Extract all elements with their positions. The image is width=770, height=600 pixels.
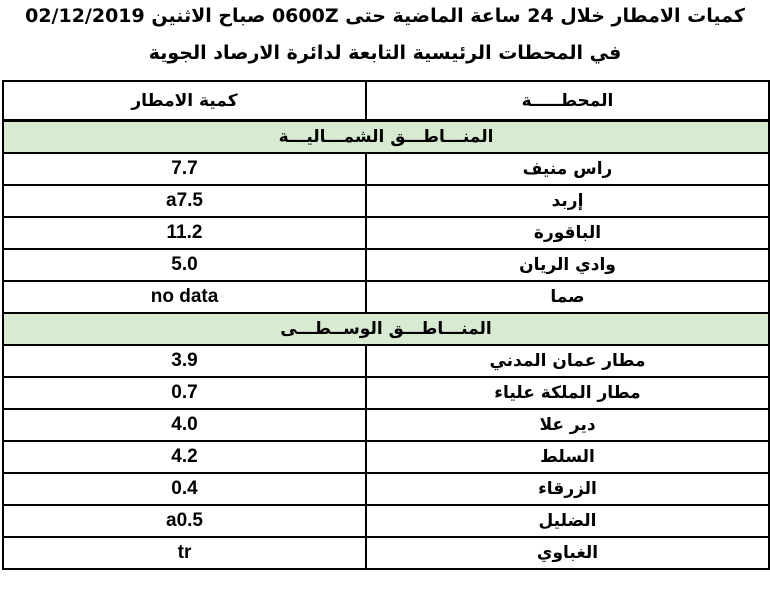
rainfall-table [2,80,770,570]
station-name: مطار الملكة علياء [366,377,769,409]
rainfall-value: 11.2 [3,217,366,249]
station-name: الباقورة [366,217,769,249]
table-header-row [3,81,769,121]
rainfall-value: 7.7 [3,153,366,185]
section-title: المنـــاطـــق الوســطـــى [3,313,769,345]
rainfall-value: a7.5 [3,185,366,217]
report-title: كميات الامطار خلال 24 ساعة الماضية حتى 0600Z صباح الاثنين 02/12/2019 [25,5,745,27]
rainfall-value: 5.0 [3,249,366,281]
station-name: دير علا [366,409,769,441]
station-name: مطار عمان المدني [366,345,769,377]
station-name: وادي الريان [366,249,769,281]
rainfall-value: 0.7 [3,377,366,409]
header-amount: كمية الامطار [3,81,366,121]
station-name: صما [366,281,769,313]
rainfall-value: 4.0 [3,409,366,441]
header-station: المحطـــــة [366,81,769,121]
section-row [3,121,769,154]
rainfall-value: 4.2 [3,441,366,473]
station-name: إربد [366,185,769,217]
table-row [3,153,769,185]
table-row [3,441,769,473]
table-row [3,377,769,409]
rainfall-value: tr [3,537,366,569]
table-row [3,345,769,377]
rainfall-value: a0.5 [3,505,366,537]
station-name: الغباوي [366,537,769,569]
rainfall-table-body [3,81,769,569]
table-row [3,249,769,281]
station-name: الزرقاء [366,473,769,505]
rainfall-value: 0.4 [3,473,366,505]
station-name: راس منيف [366,153,769,185]
table-row [3,409,769,441]
table-row [3,281,769,313]
table-row [3,185,769,217]
table-row [3,473,769,505]
section-title: المنـــاطـــق الشمـــاليـــة [3,121,769,154]
section-row [3,313,769,345]
station-name: الضليل [366,505,769,537]
table-row [3,505,769,537]
station-name: السلط [366,441,769,473]
rainfall-value: 3.9 [3,345,366,377]
rainfall-value: no data [3,281,366,313]
report-subtitle: في المحطات الرئيسية التابعة لدائرة الارصاد الجوية [148,42,622,64]
table-row [3,537,769,569]
table-row [3,217,769,249]
